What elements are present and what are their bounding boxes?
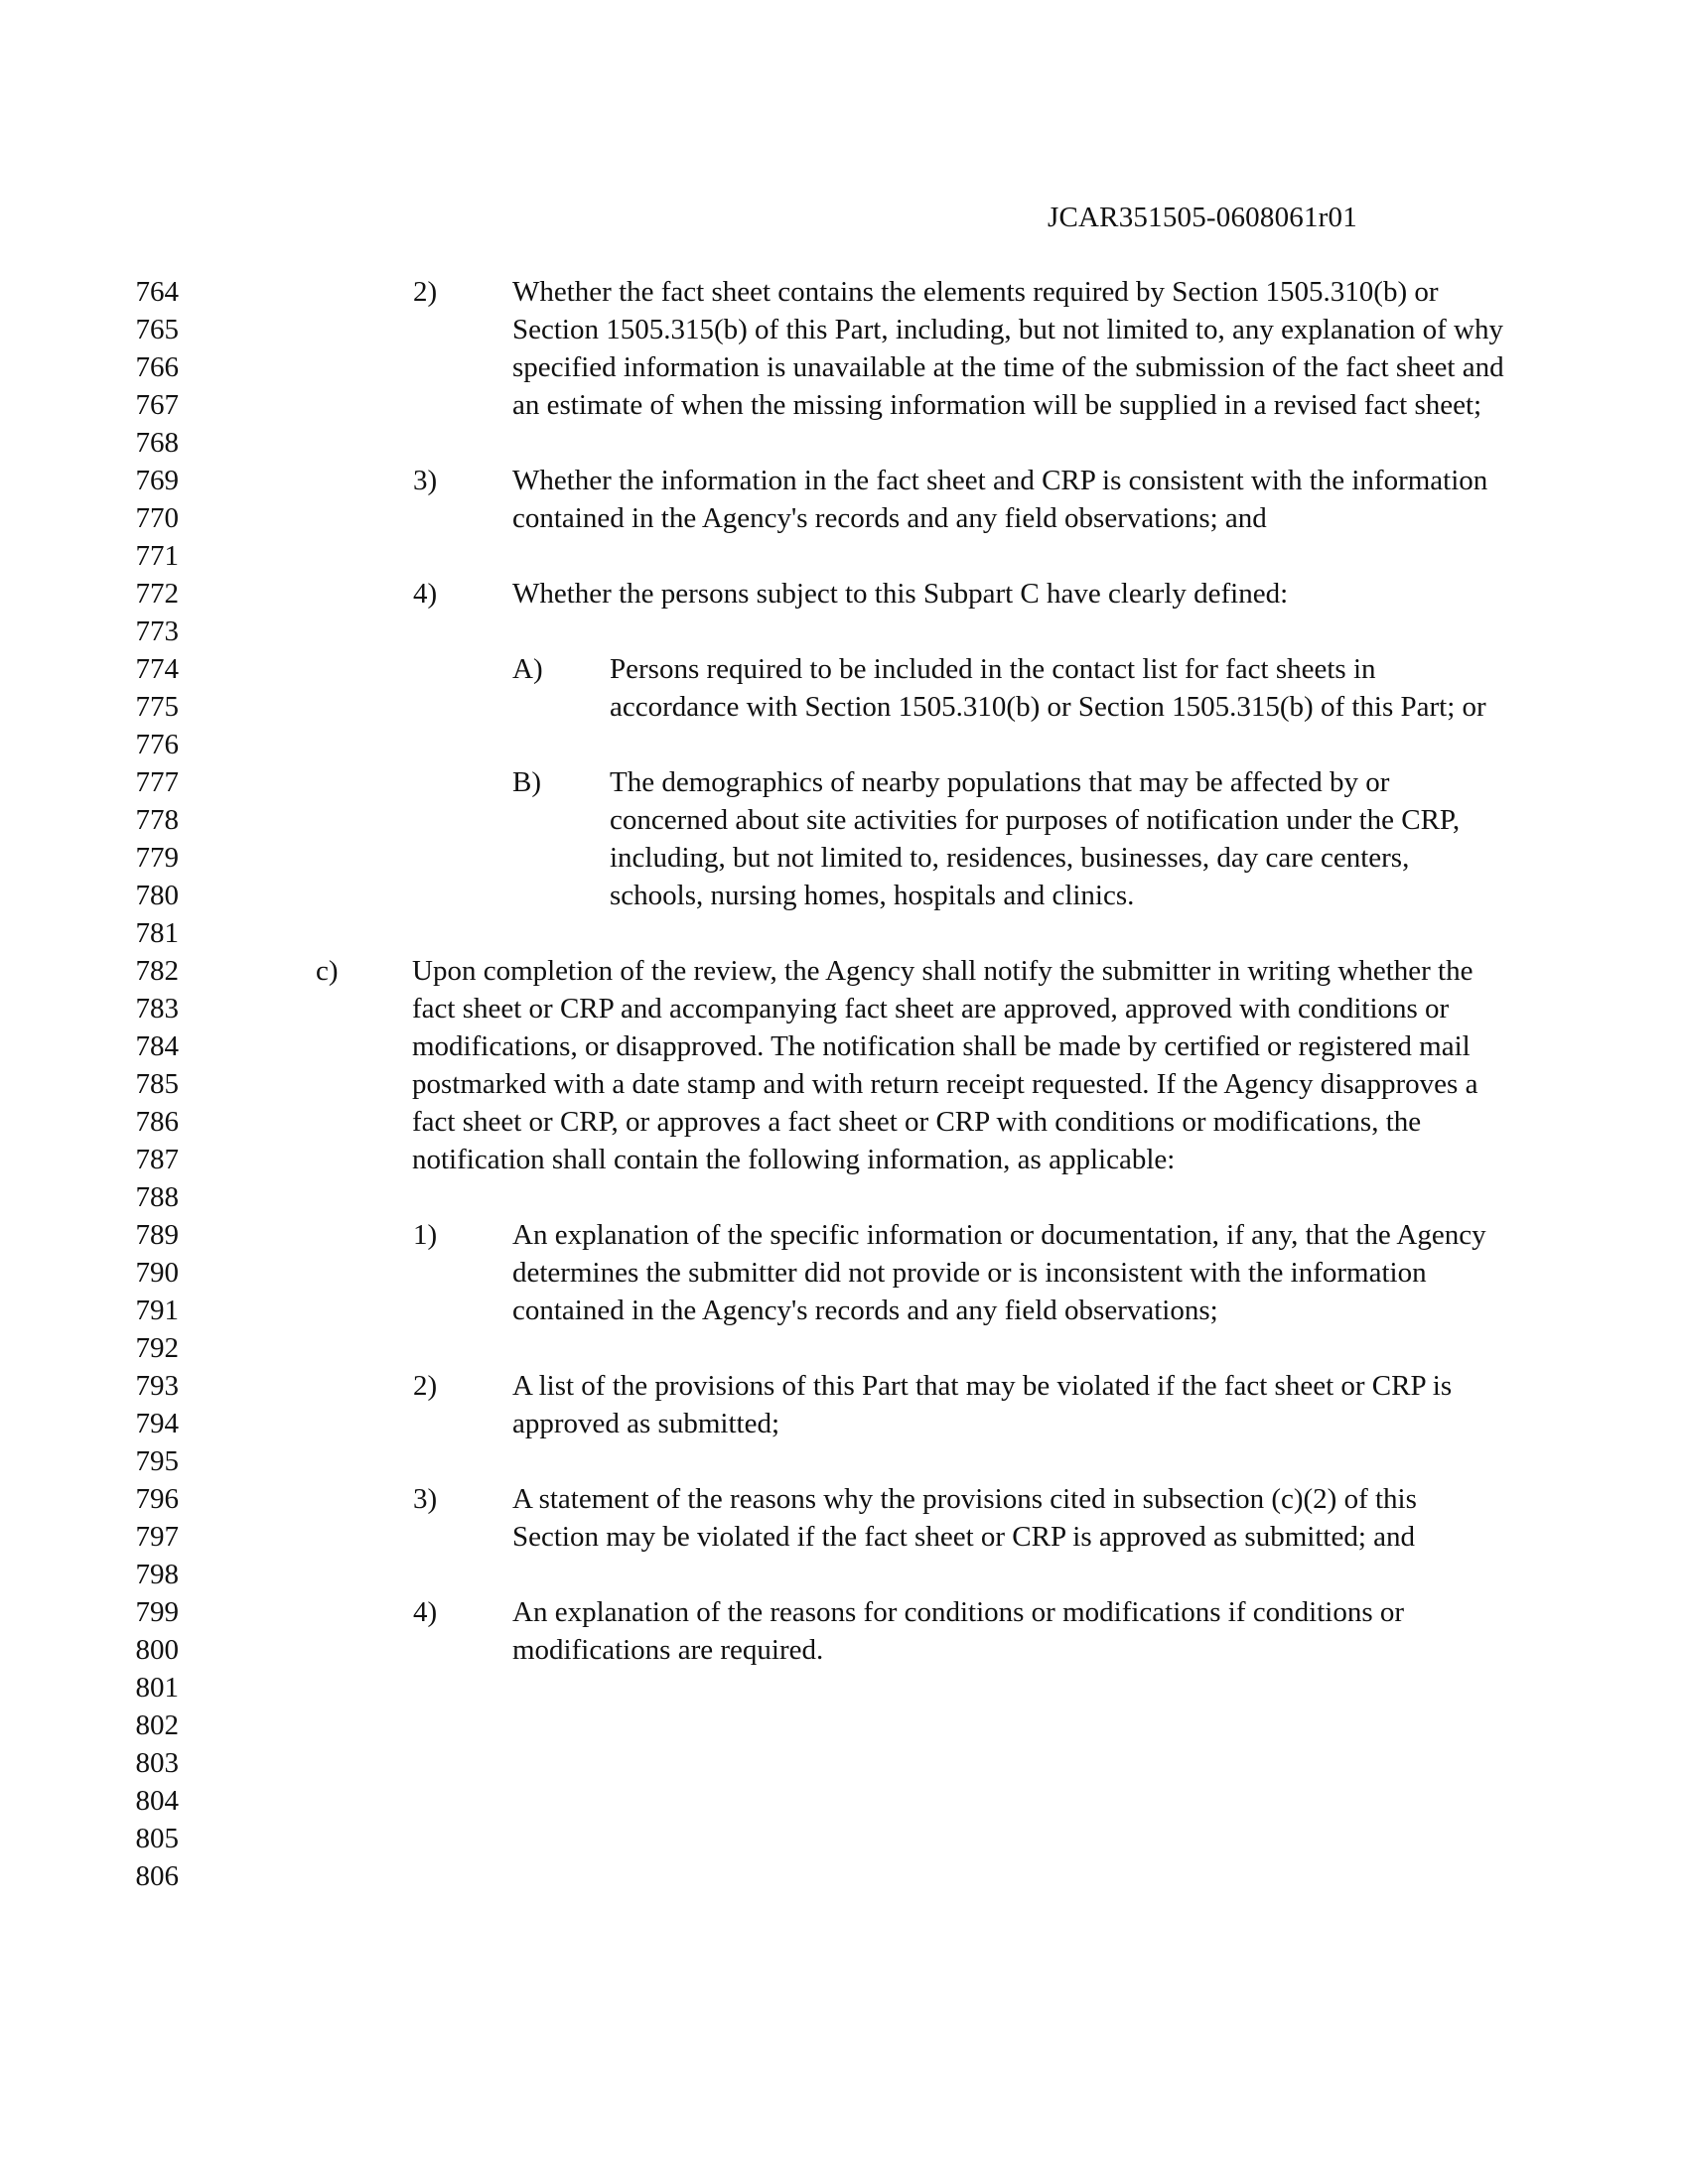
line-number: 770 bbox=[135, 502, 179, 534]
list-item bbox=[0, 1216, 1684, 1329]
line-number: 793 bbox=[135, 1370, 179, 1402]
line-number: 788 bbox=[135, 1181, 179, 1213]
list-item bbox=[0, 763, 1684, 914]
list-item bbox=[0, 952, 1684, 1178]
line-number: 806 bbox=[135, 1860, 179, 1892]
line-number: 799 bbox=[135, 1596, 179, 1628]
item-marker: B) bbox=[512, 766, 541, 798]
line-number: 767 bbox=[135, 389, 179, 421]
line-number: 783 bbox=[135, 993, 179, 1024]
line-number: 766 bbox=[135, 351, 179, 383]
line-number: 787 bbox=[135, 1144, 179, 1175]
item-marker: 4) bbox=[413, 578, 438, 610]
list-item bbox=[0, 1480, 1684, 1556]
line-number: 785 bbox=[135, 1068, 179, 1100]
item-text: The demographics of nearby populations that may be affected by or concerned about site activities for purposes of notification under the CRP, including, but not limited to, residences, businesses, day care centers, schools, nursing homes, hospitals and clinics. bbox=[610, 766, 1461, 911]
item-text: An explanation of the reasons for conditions or modifications if conditions or modifications are required. bbox=[512, 1596, 1405, 1666]
line-number: 805 bbox=[135, 1823, 179, 1854]
line-number: 804 bbox=[135, 1785, 179, 1817]
line-number: 778 bbox=[135, 804, 179, 836]
list-item bbox=[0, 575, 1684, 613]
line-number: 773 bbox=[135, 615, 179, 647]
item-marker: A) bbox=[512, 653, 543, 685]
line-number: 768 bbox=[135, 427, 179, 459]
item-text: A statement of the reasons why the provisions cited in subsection (c)(2) of this Section may be violated if the fact sheet or CRP is approved as submitted; and bbox=[512, 1483, 1417, 1553]
item-text: An explanation of the specific information or documentation, if any, that the Agency determines the submitter did not provide or is inconsistent with the information contained in the Agency's records and any field observations; bbox=[512, 1219, 1486, 1326]
line-number: 794 bbox=[135, 1408, 179, 1439]
item-marker: c) bbox=[316, 955, 339, 987]
line-number: 771 bbox=[135, 540, 179, 572]
line-number: 789 bbox=[135, 1219, 179, 1251]
document-id: JCAR351505-0608061r01 bbox=[1048, 202, 1357, 233]
line-number: 784 bbox=[135, 1030, 179, 1062]
line-number: 765 bbox=[135, 314, 179, 345]
line-number: 798 bbox=[135, 1559, 179, 1590]
line-number: 792 bbox=[135, 1332, 179, 1364]
line-number: 774 bbox=[135, 653, 179, 685]
line-number: 796 bbox=[135, 1483, 179, 1515]
item-marker: 1) bbox=[413, 1219, 438, 1251]
line-number: 803 bbox=[135, 1747, 179, 1779]
item-marker: 2) bbox=[413, 276, 438, 308]
item-text: Whether the fact sheet contains the elements required by Section 1505.310(b) or Section 1505.315(b) of this Part, including, but not limited to, any explanation of why specified information is unavailable at the time of the submission of the fact sheet and an estimate of when the missing information will be supplied in a revised fact sheet; bbox=[512, 276, 1504, 421]
line-number: 786 bbox=[135, 1106, 179, 1138]
item-text: Whether the information in the fact sheet and CRP is consistent with the information contained in the Agency's records and any field observations; and bbox=[512, 465, 1488, 534]
line-number: 797 bbox=[135, 1521, 179, 1553]
item-marker: 4) bbox=[413, 1596, 438, 1628]
list-item bbox=[0, 650, 1684, 726]
line-number: 780 bbox=[135, 880, 179, 911]
list-item bbox=[0, 1593, 1684, 1669]
line-number: 769 bbox=[135, 465, 179, 496]
line-number: 777 bbox=[135, 766, 179, 798]
line-number: 775 bbox=[135, 691, 179, 723]
item-marker: 3) bbox=[413, 1483, 438, 1515]
line-number: 800 bbox=[135, 1634, 179, 1666]
line-number: 802 bbox=[135, 1709, 179, 1741]
line-number: 801 bbox=[135, 1672, 179, 1704]
list-item bbox=[0, 462, 1684, 537]
list-item bbox=[0, 273, 1684, 424]
item-text: Whether the persons subject to this Subpart C have clearly defined: bbox=[512, 578, 1289, 610]
line-number: 791 bbox=[135, 1295, 179, 1326]
line-number: 782 bbox=[135, 955, 179, 987]
item-marker: 3) bbox=[413, 465, 438, 496]
item-text: Persons required to be included in the contact list for fact sheets in accordance with Section 1505.310(b) or Section 1505.315(b) of this Part; or bbox=[610, 653, 1486, 723]
line-number: 764 bbox=[135, 276, 179, 308]
item-text: A list of the provisions of this Part that may be violated if the fact sheet or CRP is approved as submitted; bbox=[512, 1370, 1453, 1439]
line-number: 776 bbox=[135, 729, 179, 760]
list-item bbox=[0, 1367, 1684, 1442]
line-number: 795 bbox=[135, 1445, 179, 1477]
document-body bbox=[0, 273, 1684, 1706]
item-text: Upon completion of the review, the Agency shall notify the submitter in writing whether the fact sheet or CRP and accompanying fact sheet are approved, approved with conditions or modifications, or disapproved. The notification shall be made by certified or registered mail postmarked with a date stamp and with return receipt requested. If the Agency disapproves a fact sheet or CRP, or approves a fact sheet or CRP with conditions or modifications, the notification shall contain the following information, as applicable: bbox=[412, 955, 1478, 1175]
line-number: 779 bbox=[135, 842, 179, 874]
item-marker: 2) bbox=[413, 1370, 438, 1402]
line-number: 781 bbox=[135, 917, 179, 949]
line-number: 790 bbox=[135, 1257, 179, 1289]
line-number: 772 bbox=[135, 578, 179, 610]
